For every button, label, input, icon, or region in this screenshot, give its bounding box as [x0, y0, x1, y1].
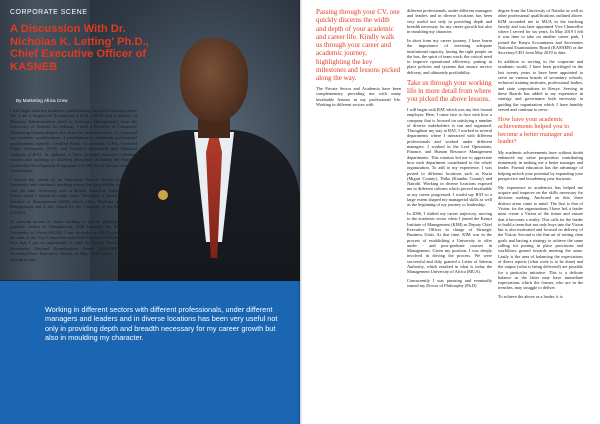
paragraph: degree from the University of Nairobi as well as other professional qualifications outlined above. KIM seconded me to MUA in the teaching faculty and was later appointed Vice Chancellor where I served for six years. In May 2019 I felt it was time to take on another career path, I joined the Kenya Accountants and Secretaries National Examinations Board (KASNEB) as the Secretary/CEO from May 2019 to date.: [498, 8, 583, 56]
page-spine: [298, 0, 302, 424]
paragraph: My academic achievements have without doubt enhanced my value proposition contributing immensely in making me a better manager and leader. Formal education has the advantage of helping unlock your potential by expanding your perspective and broadening your horizons.: [498, 149, 583, 181]
pull-quote-box: [0, 281, 300, 424]
paragraph: In short from my career journey, I have learnt the importance of investing adequate institutional capacity, having the right people on the bus, the spirit of team work, the critical need to improve operational efficiency, putting in place policies and systems that ensure service delivery, and ultimately profitability.: [407, 37, 492, 75]
paragraph: I will begin with BAT which was my first formal employer. Here, I came face to face with how a company that is focused on satisfying a number of diverse stakeholders is run and organized. Throughout my stay at BAT, I worked in several departments where I interacted with different professionals and worked under different managers. I worked in the Leaf Operations, Finance, and Human Resource Management departments. This rotation led me to appreciate how each department contributed to the whole organization. To add to my experience, I was posted to different locations such as Kuria (Migori County), Thika (Kiambu County) and Nairobi. Working in diverse locations exposed me to different cultures which proved invaluable as my career progressed. I would say BAT to a large extent shaped my managerial skills as well as the beginning of my journey to leadership.: [407, 106, 492, 208]
right-text-column-2: [407, 8, 492, 292]
section-label: CORPORATE SCENE: [10, 9, 88, 16]
question-heading: Passing through your CV, one quickly discerns the width and depth of your academic and career life. Kindly walk us through your career and academic journey, highlighting the key milestones and lessons picked along the way.: [316, 8, 401, 83]
paragraph: different professionals, under different managers and leaders and in diverse locations has been very useful not only in providing depth and breadth necessary for my career growth but also in moulding my character.: [407, 8, 492, 35]
paragraph: I will begin with my academic qualifications then delve into my career life. I am a Registered Accountant, I hold a Ph.D. and a Masters of Business Administration (both in Strategic Management) from the University of Nairobi. In addition, I hold a Bachelor of Commerce (Marketing Option) degree also from the same institution. As I pursued my academic qualifications, I simultaneously undertook professional qualifications namely; Certified Public Accountants (CPA), Certified Public Secretaries (CPS) and Certified Investment and Financial Analysts (CIFA). In addition, I have attended extensive refresher courses and trainings in different disciplines including the Strategic Leadership Development Programme (SLDP) at the Kenya School of Government.: [10, 108, 137, 173]
pull-quote-text: Working in different sectors with different professionals, under different managers and leaders and in diverse locations has been very useful not only in providing depth and breadth necessary for my career growth but also in moulding my character.: [45, 305, 278, 343]
paragraph: Concurrently I was pursuing and eventually earned my Doctor of Philosophy (Ph.D): [407, 278, 492, 289]
lapel-pin: [158, 190, 168, 200]
paragraph: To achieve the above as a leader, it is: [498, 294, 563, 300]
paragraph: In addition to serving in the corporate and academic world, I have been privileged in the last twenty years to have been appointed to serve on various boards of secondary schools, technical training institutes, professional bodies, and state corporations in Kenya. Serving in these Boards has added to my experience in strategy and governance both necessary in guiding the organization which I have humbly served and continue to serve.: [498, 59, 583, 112]
right-text-column-3: [498, 8, 583, 303]
right-text-column-1: [316, 8, 401, 111]
paragraph: In 2006, I shifted my career trajectory, moving to the academic sector when I joined the Kenya Institute of Management (KIM) as Deputy Chief Executive Officer in charge of Strategic Business Units. At that time, KIM was in the process of establishing a University to offer under - and post-graduate courses in Management. Given my position, I was deeply involved in driving the process. We were successful and duly granted a Letter of Interim Authority, which resulted in what is today the Management University of Africa (MUA).: [407, 211, 492, 275]
paragraph: My experience in academics has helped me acquire and improve on the skills necessary for decision making. Anchored on this, three distinct areas come to mind. The first is that of Vision; for the organizations I have led, a leader must create a Vision of the future and ensure that it becomes a reality. This calls for the leader to build a team that not only buys into the Vision but is also motivated and focused on delivery of the Vision. Second is the fine art of setting clear goals and having a strategy to achieve the same calling for putting in place provisions and workflows geared towards meeting the same. Lastly is the area of balancing the expectations of direct reports (what work is to be done) and the output (what is being delivered) are possible for a particular initiative. This is a delicate balance as the latter may have immediate expectations which the former, who are in the trenches, may struggle to deliver.: [498, 184, 583, 291]
portrait-head: [180, 38, 248, 122]
question-heading: How have your academic achievements helped you to become a better manager and leader?: [498, 115, 573, 146]
question-heading: Take us through your working life in more detail from where you picked the above lessons.: [407, 78, 492, 104]
left-text-column: [10, 108, 137, 266]
paragraph: The Private Sector and Academia have been complementary providing me with many invaluable lessons in my professional life. Working in different sectors with: [316, 86, 401, 108]
paragraph: I started my career as an Untrained Teacher before joining the University and continued teaching during the long holiday breaks. My first job after University was at British American Tobacco (BAT) Kenya where I stayed for eight years. Thereafter, I joined the Kenya Institute of Management (KIM) which offers Diploma in Business Management and is also famed for the Company of the Year Awards (COYA).: [10, 176, 137, 215]
article-headline: A Discussion With Dr. Nicholas K. Letting' Ph.D., Chief Executive Officer of KASNEB: [10, 23, 149, 73]
paragraph: To provide access to those wishing to pursue graduate and post graduate studies in Management, KIM launched the Management University of Africa (MUA). I was seconded to MUA when I rose to the rank of the Vice Chancellor and Chief Executive Officer. It is from here that I got an opportunity to join the Kenya Accountants and Secretaries National Examinations Board (KASNEB) as the Secretary/Chief Executive Officer in May 2019 where I have been serving to date.: [10, 218, 137, 262]
article-byline: By Marketing Africa Crew: [16, 98, 68, 103]
